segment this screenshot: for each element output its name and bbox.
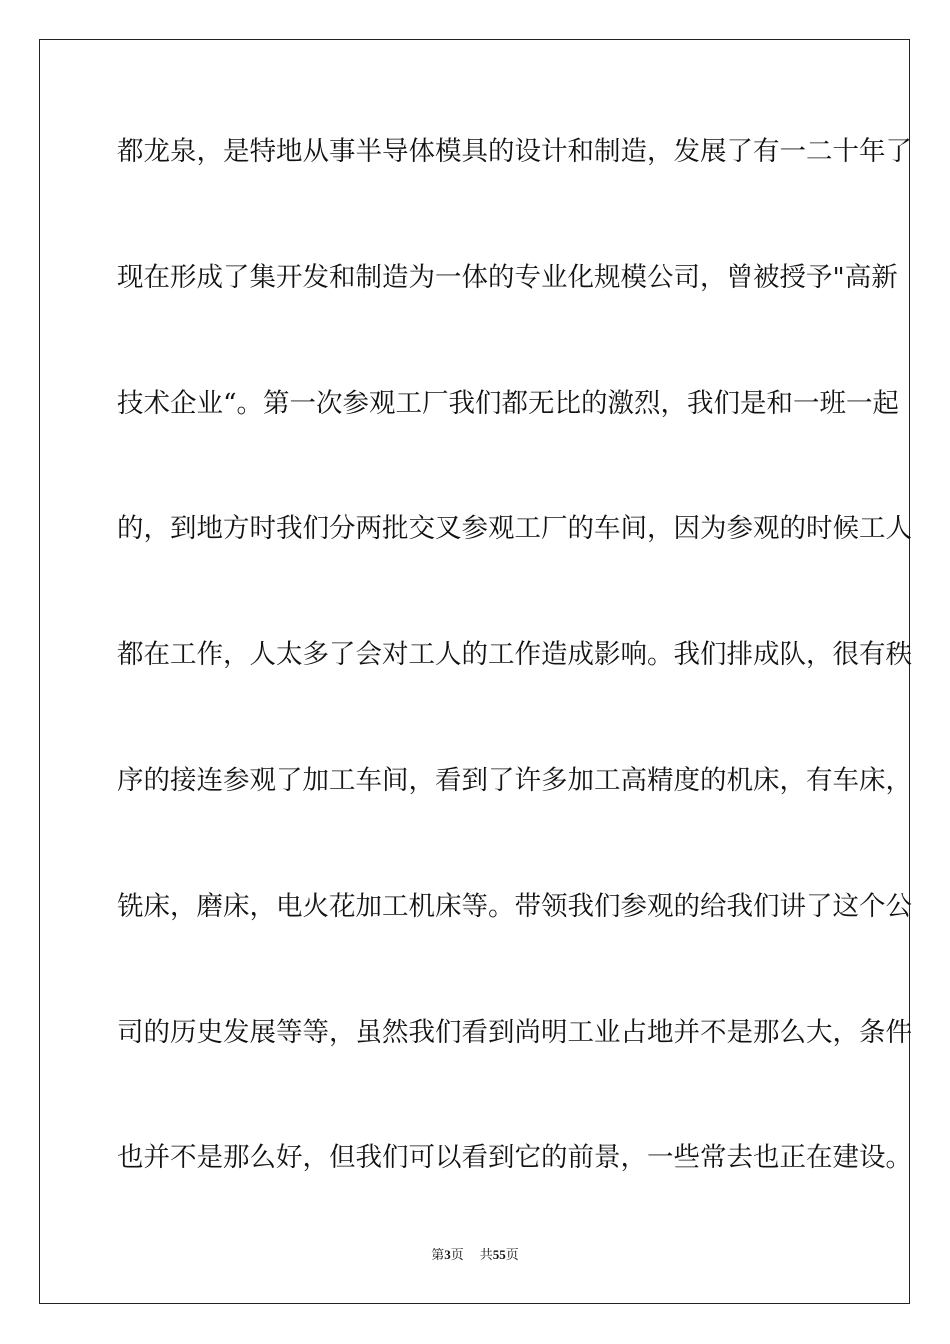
page-footer	[0, 1246, 950, 1264]
page-number: 3	[444, 1247, 451, 1262]
page-prefix: 第	[431, 1247, 445, 1262]
total-prefix: 共	[479, 1247, 493, 1262]
text-line: 技术企业“。第一次参观工厂我们都无比的激烈，我们是和一班一起	[117, 387, 900, 419]
text-line: 都龙泉，是特地从事半导体模具的设计和制造，发展了有一二十年了	[117, 136, 912, 167]
text-line: 现在形成了集开发和制造为一体的专业化规模公司，曾被授予"高新	[117, 261, 898, 293]
total-pages: 55	[492, 1247, 506, 1262]
text-line: 序的接连参观了加工车间，看到了许多加工高精度的机床，有车床，	[117, 764, 912, 796]
page-suffix: 页	[450, 1247, 464, 1262]
text-line: 铣床，磨床，电火花加工机床等。带领我们参观的给我们讲了这个公	[117, 890, 912, 922]
body-text	[117, 120, 912, 1252]
text-line: 司的历史发展等等，虽然我们看到尚明工业占地并不是那么大，条件	[117, 1016, 912, 1048]
total-suffix: 页	[505, 1247, 519, 1262]
text-line: 的，到地方时我们分两批交叉参观工厂的车间，因为参观的时候工人	[117, 513, 912, 545]
text-line: 也并不是那么好，但我们可以看到它的前景，一些常去也正在建设。	[117, 1142, 912, 1174]
text-line: 都在工作，人太多了会对工人的工作造成影响。我们排成队，很有秩	[117, 639, 912, 671]
